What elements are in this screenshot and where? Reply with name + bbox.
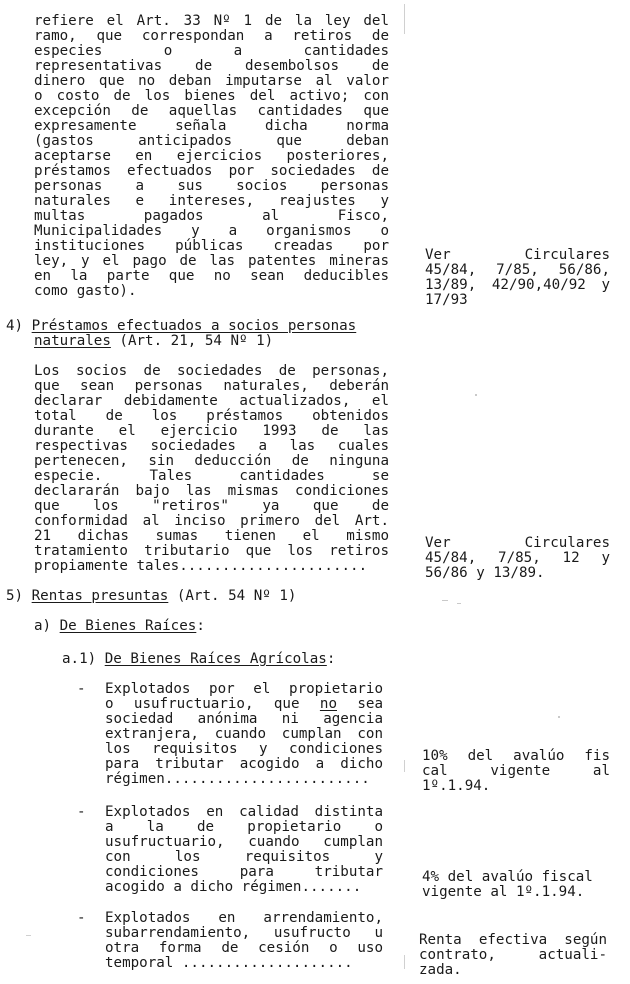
list-item-calidad-distinta [105,805,383,895]
scan-speck [404,955,405,969]
text-line: acogido a dicho régimen....... [105,879,362,895]
text-line: instituciones públicas creadas por [34,238,389,254]
note-line: cal vigente al [422,763,610,779]
text-line: para tributar acogido a dicho [105,756,383,772]
text-line: o costo de los bienes del activo; con [34,88,389,104]
article-reference: (Art. 21, 54 Nº 1) [110,333,274,349]
subsection-title: De Bienes Raíces Agrícolas [104,651,327,667]
text-line: excepción de aquellas cantidades que [34,103,389,119]
text-line: refiere el Art. 33 Nº 1 de la ley del [34,13,389,29]
side-note-10-percent [422,749,610,794]
note-line: Ver Circulares [425,247,610,263]
text-line: los requisitos y condiciones [105,741,383,757]
text-fragment: o usufructuario, que [105,696,300,712]
text-line [105,697,383,712]
note-line: contrato, actuali- [419,947,607,963]
side-note-circulares-2 [425,536,610,581]
section4-paragraph [34,364,389,574]
text-line: que sean personas naturales, deberán [34,378,389,394]
text-line: régimen........................ [105,771,370,787]
section4-heading-cont [34,334,273,349]
text-line: tratamiento tributario que los retiros [34,543,389,559]
text-line: sociedad anónima ni agencia [105,711,383,727]
text-line: a la de propietario o [105,819,383,835]
scan-speck [26,935,31,936]
text-line: respectivas sociedades a las cuales [34,438,389,454]
note-line: 56/86 y 13/89. [425,565,545,581]
text-line: (gastos anticipados que deban [34,133,389,149]
text-line: como gasto). [34,283,137,299]
colon: : [326,651,336,667]
text-line: Municipalidades y a organismos o [34,223,389,239]
text-line: Los socios de sociedades de personas, [34,363,389,379]
scan-speck [558,716,560,718]
note-line: Ver Circulares [425,535,610,551]
text-line: multas pagados al Fisco, [34,208,389,224]
note-line: 1º.1.94. [422,778,491,794]
emphasis-no: no [319,696,337,712]
text-line: 21 dichas sumas tienen el mismo [34,528,389,544]
list-item-arrendamiento [105,911,383,971]
subsection-title: De Bienes Raíces [59,618,197,634]
section-number: 4) [6,318,24,334]
section-number: 5) [6,588,24,604]
colon: : [196,618,205,634]
text-line: conformidad al inciso primero del Art. [34,513,389,529]
text-line: Explotados por el propietario [105,681,383,697]
text-line: en la parte que no sean deducibles [34,268,389,284]
note-line: 17/93 [425,292,468,308]
subsection-label: a.1) [62,651,97,667]
list-item-propietario [105,682,383,787]
text-line: naturales e intereses, reajustes y [34,193,389,209]
section-title-cont: naturales [34,333,111,349]
text-line: propiamente tales...................... [34,558,368,574]
text-line: durante el ejercicio 1993 de las [34,423,389,439]
text-fragment: sea [357,696,384,712]
article-reference: (Art. 54 Nº 1) [168,588,297,604]
subsection-a1-heading [62,652,335,667]
scan-speck [457,603,461,604]
text-line: temporal .................... [105,955,353,971]
note-line: Renta efectiva según [419,932,607,948]
note-line: vigente al 1º.1.94. [422,884,585,900]
text-line: declararán bajo las mismas condiciones [34,483,389,499]
text-line: ramo, que correspondan a retiros de [34,28,389,44]
text-line: total de los préstamos obtenidos [34,408,389,424]
text-line: Explotados en calidad distinta [105,804,383,820]
text-line: que los "retiros" ya que de [34,498,389,514]
note-line: 45/84, 7/85, 12 y [425,550,610,566]
text-line: aceptarse en ejercicios posteriores, [34,148,389,164]
text-line: Explotados en arrendamiento, [105,910,383,926]
note-line: 13/89, 42/90,40/92 y [425,277,610,293]
list-dash: - [77,910,86,926]
text-line: especie. Tales cantidades se [34,468,389,484]
text-line: expresamente señala dicha norma [34,118,389,134]
scan-speck [475,394,477,396]
note-line: 10% del avalúo fis [422,748,610,764]
text-line: especies o a cantidades [34,43,389,59]
text-line: ley, y el pago de las patentes mineras [34,253,389,269]
scan-speck [442,600,448,601]
note-line: zada. [419,962,462,978]
side-note-renta-efectiva [419,933,607,978]
section-title: Préstamos efectuados a socios personas [31,318,357,334]
subsection-a-heading [34,619,205,634]
section3-paragraph [34,14,389,299]
note-line: 45/84, 7/85, 56/86, [425,262,610,278]
note-line: 4% del avalúo fiscal [422,869,593,885]
text-line: usufructuario, cuando cumplan [105,834,383,850]
list-dash: - [77,804,86,820]
text-line: préstamos efectuados por sociedades de [34,163,389,179]
subsection-label: a) [34,618,52,634]
text-line: pertenecen, sin deducción de ninguna [34,453,389,469]
text-line: subarrendamiento, usufructo u [105,925,383,941]
section5-heading [6,589,296,604]
scan-speck [404,4,405,34]
text-line: con los requisitos y [105,849,383,865]
scan-speck [404,760,405,772]
side-note-4-percent [422,870,610,900]
text-line: declarar debidamente actualizados, el [34,393,389,409]
text-line: otra forma de cesión o uso [105,940,383,956]
text-line: dinero que no deban imputarse al valor [34,73,389,89]
section4-heading [6,319,356,334]
text-line: personas a sus socios personas [34,178,389,194]
list-dash: - [77,681,86,697]
text-line: representativas de desembolsos de [34,58,389,74]
section-title: Rentas presuntas [31,588,169,604]
text-line: extranjera, cuando cumplan con [105,726,383,742]
side-note-circulares-1 [425,248,610,308]
text-line: condiciones para tributar [105,864,383,880]
